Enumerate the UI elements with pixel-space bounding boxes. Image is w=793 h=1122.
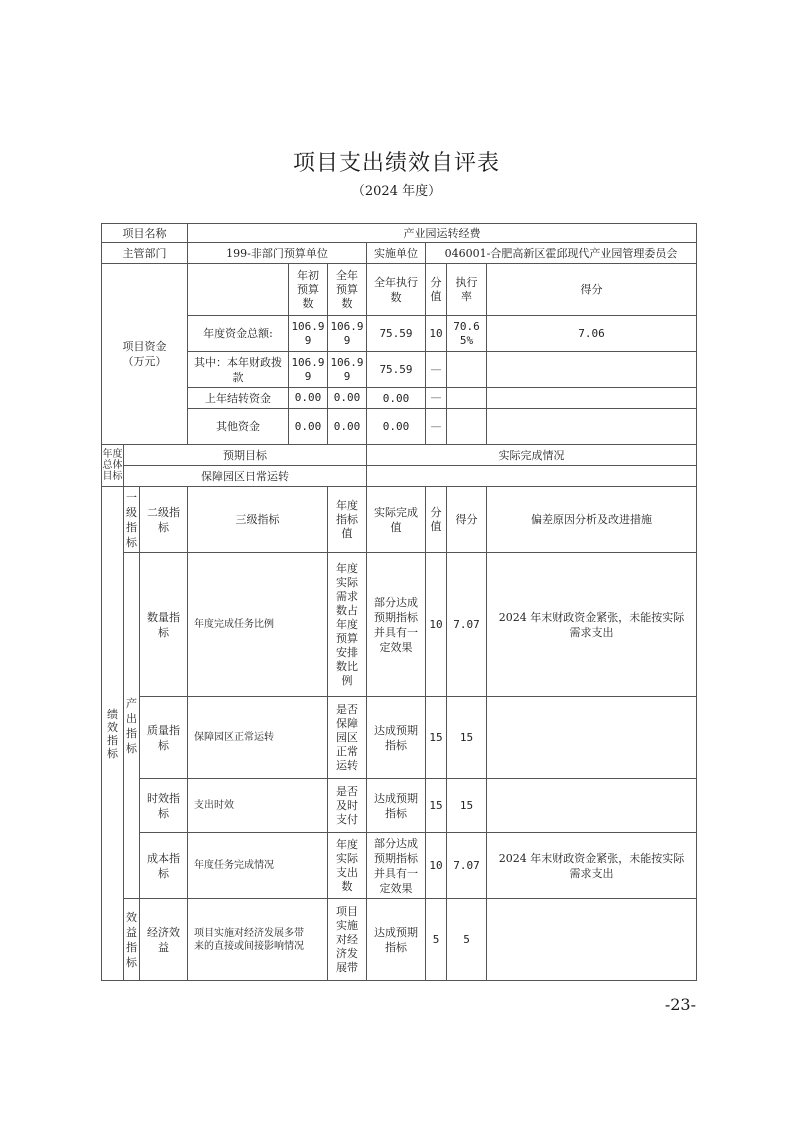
header-target: 年度指标值 (327, 486, 367, 553)
indicator-actual: 部分达成预期指标并具有一定效果 (366, 552, 426, 697)
header-level3: 三级指标 (187, 486, 328, 553)
funds-header-blank (187, 263, 289, 316)
funds-row-rate (446, 408, 487, 445)
funds-row-label: 其他资金 (187, 408, 289, 445)
funds-row-score (486, 351, 697, 388)
funds-row-exec: 75.59 (366, 351, 426, 388)
document-subtitle: （2024 年度） (351, 184, 442, 199)
funds-row-weight: 10 (425, 315, 447, 352)
funds-row-exec: 0.00 (366, 387, 426, 409)
funds-row-score (486, 387, 697, 409)
indicator-score: 7.07 (446, 552, 487, 697)
funds-row-label: 年度资金总额: (187, 315, 289, 352)
funds-row-annual: 0.00 (327, 408, 367, 445)
indicator-level3: 项目实施对经济发展多带来的直接或间接影响情况 (187, 898, 328, 981)
funds-row-weight: — (425, 408, 447, 445)
indicator-target: 项目实施对经济发展带 (327, 898, 367, 981)
indicator-level3: 支出时效 (187, 778, 328, 833)
actual-goal-value (366, 465, 697, 487)
indicator-weight: 5 (425, 898, 447, 981)
funds-row-weight: — (425, 387, 447, 409)
indicator-score: 7.07 (446, 832, 487, 899)
indicator-actual: 达成预期指标 (366, 696, 426, 779)
project-name-label: 项目名称 (101, 223, 188, 243)
indicator-score: 15 (446, 696, 487, 779)
actual-goal-header: 实际完成情况 (366, 444, 697, 466)
header-annual-budget: 全年预算数 (327, 263, 367, 316)
expected-goal-header: 预期目标 (123, 444, 367, 466)
indicator-actual: 部分达成预期指标并具有一定效果 (366, 832, 426, 899)
indicator-level2: 成本指标 (139, 832, 188, 899)
funds-row-rate (446, 351, 487, 388)
indicator-level2: 经济效益 (139, 898, 188, 981)
funds-row-score (486, 408, 697, 445)
header-exec-rate: 执行率 (446, 263, 487, 316)
level1-output-indicators: 产出指标 (123, 552, 140, 899)
indicator-level2: 时效指标 (139, 778, 188, 833)
header-annual-exec: 全年执行数 (366, 263, 426, 316)
header-level2: 二级指标 (139, 486, 188, 553)
indicator-analysis: 2024 年末财政资金紧张，未能按实际需求支出 (486, 832, 697, 899)
funds-row-annual: 0.00 (327, 387, 367, 409)
header-actual: 实际完成值 (366, 486, 426, 553)
indicator-weight: 15 (425, 778, 447, 833)
funds-row-exec: 75.59 (366, 315, 426, 352)
expected-goal-value: 保障园区日常运转 (123, 465, 367, 487)
project-name-value: 产业园运转经费 (187, 223, 697, 243)
indicator-actual: 达成预期指标 (366, 778, 426, 833)
header-analysis: 偏差原因分析及改进措施 (486, 486, 697, 553)
dept-value: 199-非部门预算单位 (187, 242, 367, 264)
indicators-section-label: 绩效指标 (101, 486, 124, 981)
header-level1: 一级指标 (123, 486, 140, 553)
annual-goal-label: 年度总体目标 (101, 444, 124, 487)
funds-row-weight: — (425, 351, 447, 388)
indicator-target: 是否保障园区正常运转 (327, 696, 367, 779)
indicator-target: 是否及时支付 (327, 778, 367, 833)
indicator-analysis (486, 898, 697, 981)
indicator-analysis (486, 696, 697, 779)
header-initial-budget: 年初预算数 (288, 263, 328, 316)
indicator-level2: 数量指标 (139, 552, 188, 697)
header-indicator-score: 得分 (446, 486, 487, 553)
funds-row-initial: 0.00 (288, 387, 328, 409)
page-number: -23- (664, 995, 696, 1014)
indicator-level3: 保障园区正常运转 (187, 696, 328, 779)
header-score: 得分 (486, 263, 697, 316)
level1-benefit-indicators: 效益指标 (123, 898, 140, 981)
document-title: 项目支出绩效自评表 (292, 151, 500, 176)
indicator-target: 年度实际支出数 (327, 832, 367, 899)
indicator-level3: 年度任务完成情况 (187, 832, 328, 899)
indicator-level2: 质量指标 (139, 696, 188, 779)
indicator-score: 5 (446, 898, 487, 981)
indicator-score: 15 (446, 778, 487, 833)
funds-row-label: 上年结转资金 (187, 387, 289, 409)
indicator-weight: 10 (425, 552, 447, 697)
impl-unit-value: 046001-合肥高新区霍邱现代产业园管理委员会 (425, 242, 697, 264)
funds-label: 项目资金（万元） (101, 263, 188, 445)
funds-row-label: 其中：本年财政拨款 (187, 351, 289, 388)
funds-row-score: 7.06 (486, 315, 697, 352)
indicator-weight: 15 (425, 696, 447, 779)
indicator-actual: 达成预期指标 (366, 898, 426, 981)
header-weight: 分值 (425, 486, 447, 553)
funds-row-rate (446, 387, 487, 409)
funds-row-exec: 0.00 (366, 408, 426, 445)
indicator-target: 年度实际需求数占年度预算安排数比例 (327, 552, 367, 697)
funds-row-initial: 106.99 (288, 315, 328, 352)
indicator-weight: 10 (425, 832, 447, 899)
funds-row-initial: 106.99 (288, 351, 328, 388)
funds-row-rate: 70.65% (446, 315, 487, 352)
header-score-value: 分值 (425, 263, 447, 316)
dept-label: 主管部门 (101, 242, 188, 264)
funds-row-initial: 0.00 (288, 408, 328, 445)
indicator-analysis (486, 778, 697, 833)
impl-unit-label: 实施单位 (366, 242, 426, 264)
funds-row-annual: 106.99 (327, 315, 367, 352)
funds-row-annual: 106.99 (327, 351, 367, 388)
indicator-analysis: 2024 年末财政资金紧张，未能按实际需求支出 (486, 552, 697, 697)
indicator-level3: 年度完成任务比例 (187, 552, 328, 697)
